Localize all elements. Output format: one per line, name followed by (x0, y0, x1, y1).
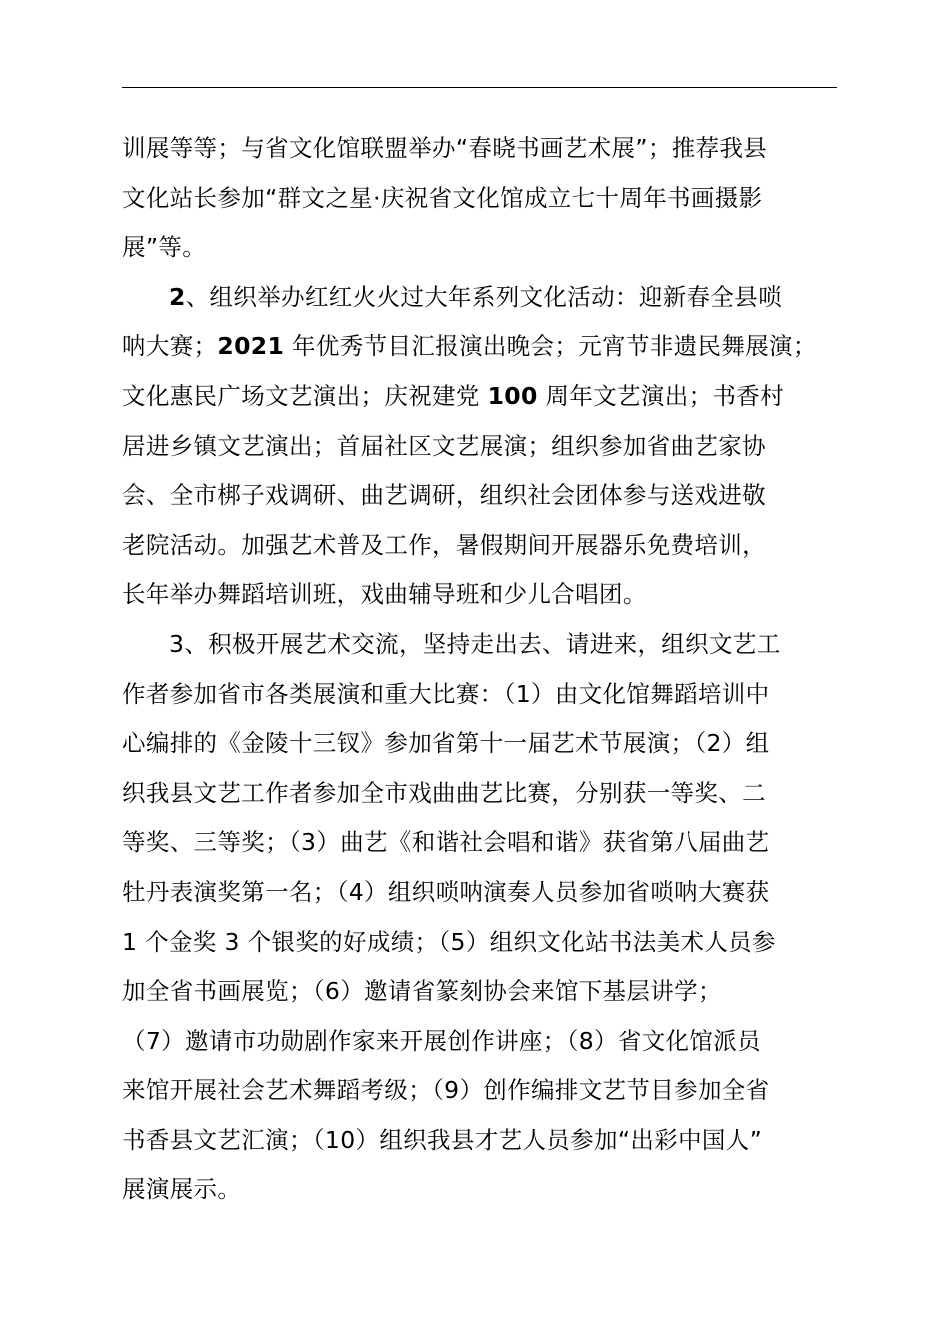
text-line: 呐大赛；2021 年优秀节目汇报演出晚会；元宵节非遗民舞展演； (122, 332, 817, 361)
text-line: 长年举办舞蹈培训班，戏曲辅导班和少儿合唱团。 (122, 580, 647, 609)
text-line: 训展等等；与省文化馆联盟举办“春晓书画艺术展”；推荐我县 (122, 134, 768, 162)
anniversary-number: 100 (487, 381, 538, 410)
year-number: 2021 (217, 332, 285, 361)
text-line: 牡丹表演奖第一名；（4）组织唢呐演奏人员参加省唢呐大赛获 (122, 877, 770, 906)
paragraph-3-start: 3、积极开展艺术交流，坚持走出去、请进来，组织文艺工 (169, 629, 781, 658)
text-line: 等奖、三等奖；（3）曲艺《和谐社会唱和谐》获省第八届曲艺 (122, 828, 770, 857)
text-line: 1 个金奖 3 个银奖的好成绩；（5）组织文化站书法美术人员参 (122, 927, 776, 956)
text-line: 展演展示。 (122, 1175, 242, 1204)
text-line: 心编排的《金陵十三钗》参加省第十一届艺术节展演；（2）组 (122, 729, 770, 758)
text-line: 老院活动。加强艺术普及工作，暑假期间开展器乐免费培训， (122, 530, 766, 559)
header-rule (122, 87, 837, 88)
text-line: 织我县文艺工作者参加全市戏曲曲艺比赛，分别获一等奖、二 (122, 778, 766, 807)
paragraph-2-start: 2、组织举办红红火火过大年系列文化活动：迎新春全县唢 (169, 282, 782, 311)
body-text (122, 124, 840, 1215)
text-line: （7）邀请市功勋剧作家来开展创作讲座；（8）省文化馆派员 (122, 1026, 761, 1055)
text-line: 书香县文艺汇演；（10）组织我县才艺人员参加“出彩中国人” (122, 1125, 763, 1154)
text-line: 展”等。 (122, 233, 207, 262)
paragraph-number: 2 (169, 282, 186, 311)
text-line: 加全省书画展览；（6）邀请省篆刻协会来馆下基层讲学； (122, 977, 722, 1006)
text-line: 居进乡镇文艺演出；首届社区文艺展演；组织参加省曲艺家协 (122, 431, 766, 460)
text-line: 来馆开展社会艺术舞蹈考级；（9）创作编排文艺节目参加全省 (122, 1076, 770, 1105)
text-line: 会、全市梆子戏调研、曲艺调研，组织社会团体参与送戏进敬 (122, 481, 766, 510)
text-line: 文化站长参加“群文之星·庆祝省文化馆成立七十周年书画摄影 (122, 183, 763, 212)
text-line: 文化惠民广场文艺演出；庆祝建党 100 周年文艺演出；书香村 (122, 381, 785, 410)
text-line: 作者参加省市各类展演和重大比赛：（1）由文化馆舞蹈培训中 (122, 679, 770, 708)
